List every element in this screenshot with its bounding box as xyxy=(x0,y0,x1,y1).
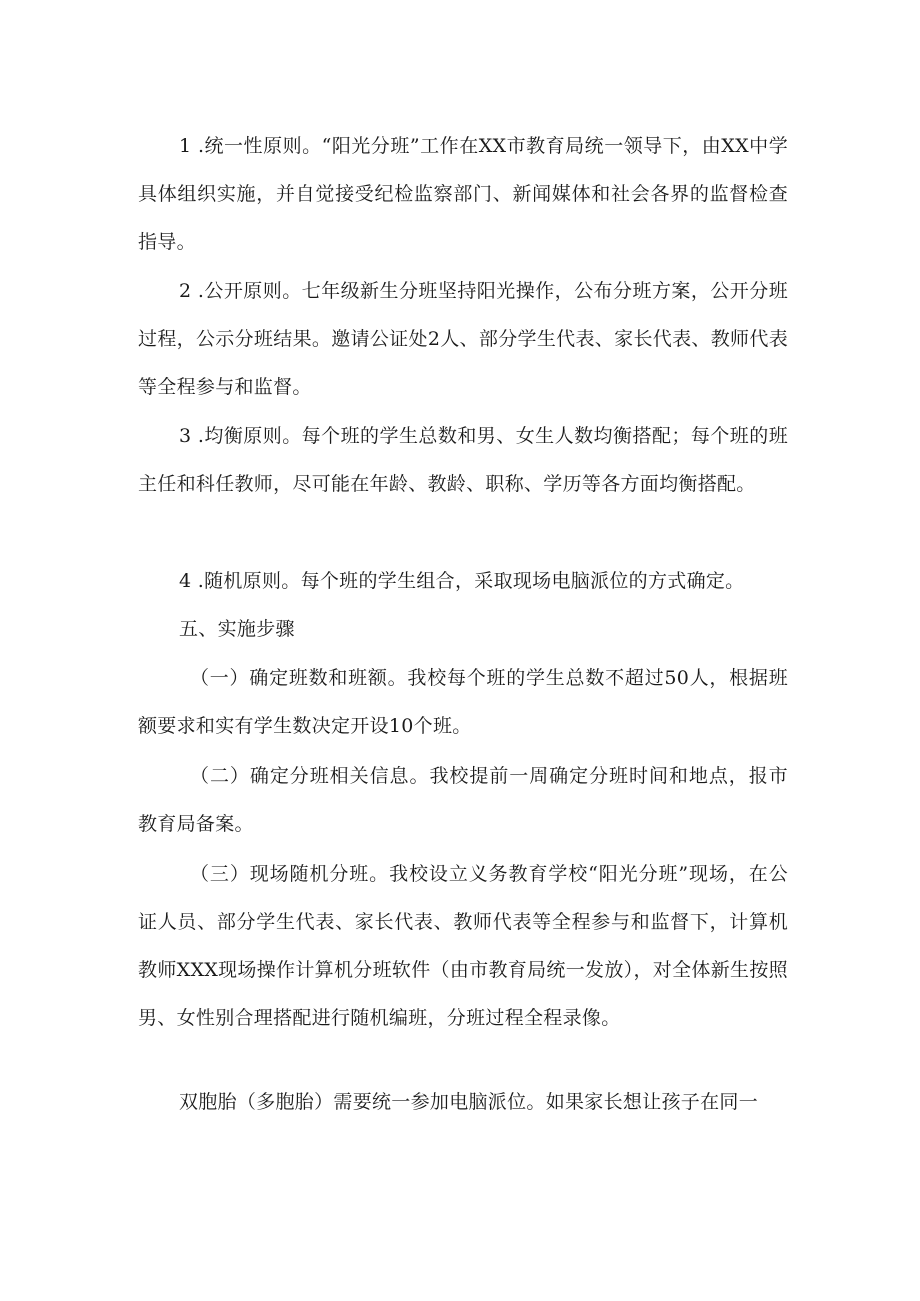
principle-3-paragraph: 3 .均衡原则。每个班的学生总数和男、女生人数均衡搭配；每个班的班主任和科任教师，尽可能在年龄、教龄、职称、学历等各方面均衡搭配。 xyxy=(138,425,788,495)
principle-2-paragraph: 2 .公开原则。七年级新生分班坚持阳光操作，公布分班方案，公开分班过程，公示分班结果。邀请公证处2人、部分学生代表、家长代表、教师代表等全程参与和监督。 xyxy=(138,280,788,398)
step-3-paragraph: （三）现场随机分班。我校设立义务教育学校“阳光分班”现场，在公证人员、部分学生代表、家长代表、教师代表等全程参与和监督下，计算机教师XXX现场操作计算机分班软件（由市教育局统一发放），对全体新生按照男、女性别合理搭配进行随机编班，分班过程全程录像。 xyxy=(138,863,788,1029)
principle-1-paragraph: 1 .统一性原则。“阳光分班”工作在XX市教育局统一领导下，由XX中学具体组织实施，并自觉接受纪检监察部门、新闻媒体和社会各界的监督检查指导。 xyxy=(138,135,788,253)
section-heading: 五、实施步骤 xyxy=(179,618,295,640)
twins-paragraph: 双胞胎（多胞胎）需要统一参加电脑派位。如果家长想让孩子在同一 xyxy=(179,1091,759,1113)
step-1-paragraph: （一）确定班数和班额。我校每个班的学生总数不超过50人，根据班额要求和实有学生数决定开设10个班。 xyxy=(138,667,788,737)
principle-4-paragraph: 4 .随机原则。每个班的学生组合，采取现场电脑派位的方式确定。 xyxy=(179,570,745,592)
step-2-paragraph: （二）确定分班相关信息。我校提前一周确定分班时间和地点，报市教育局备案。 xyxy=(138,765,788,835)
